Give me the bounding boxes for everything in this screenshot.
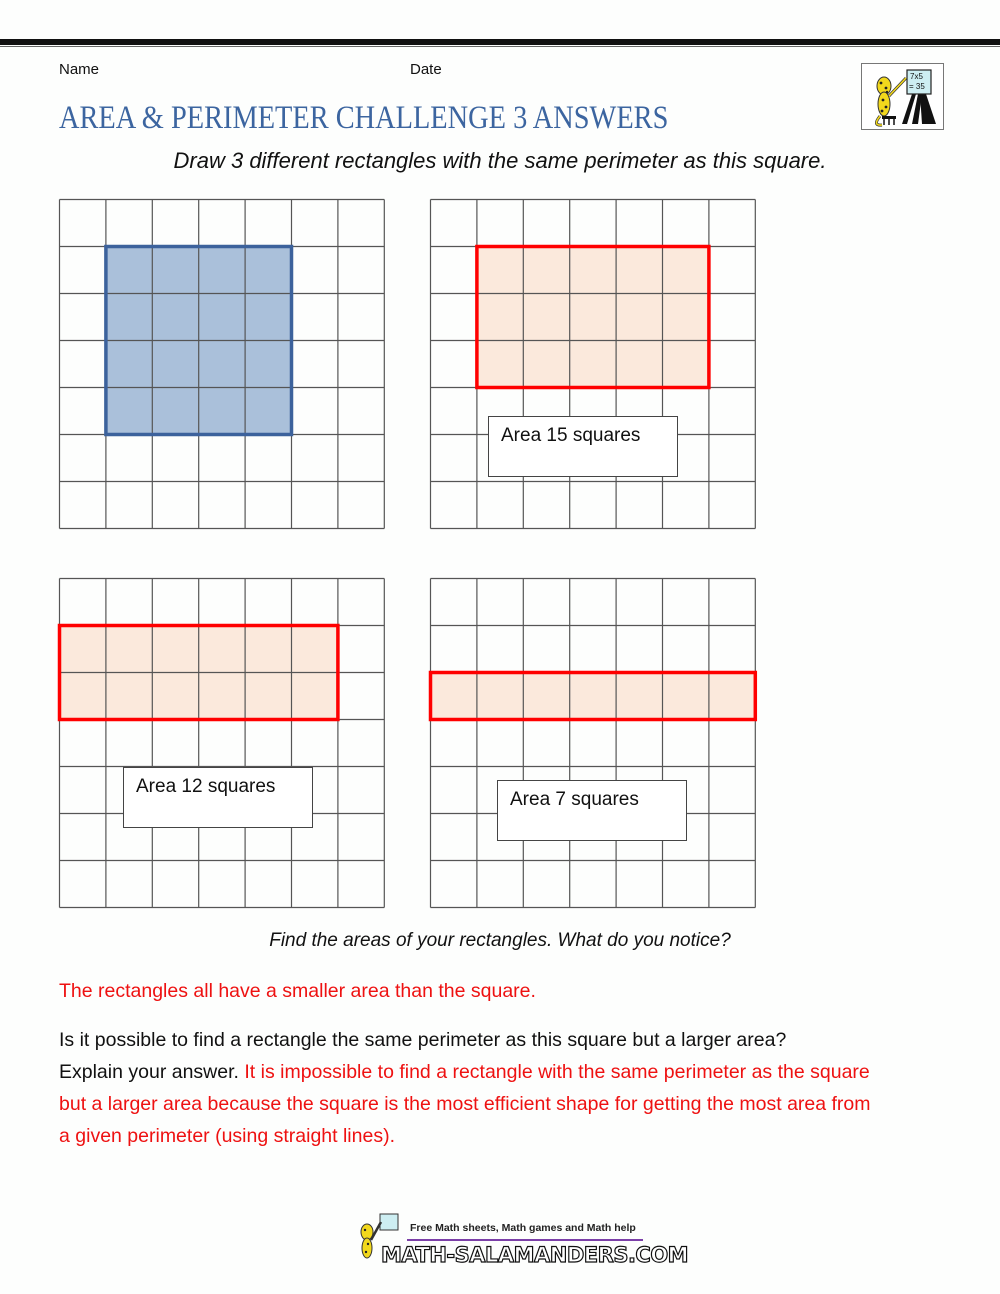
grid-svg xyxy=(59,578,386,909)
grid-rectangle-1 xyxy=(430,199,757,530)
date-label: Date xyxy=(410,61,442,78)
area-label-text: Area 12 squares xyxy=(136,776,276,797)
area-label-box-3 xyxy=(497,780,687,841)
rectangle-fill xyxy=(477,247,709,388)
grid-svg xyxy=(430,199,757,530)
area-label-text: Area 7 squares xyxy=(510,789,639,810)
answer-1: The rectangles all have a smaller area than the square. xyxy=(59,980,536,1002)
area-label-box-1 xyxy=(488,416,678,477)
question-2-line-1: Is it possible to find a rectangle the same perimeter as this square but a larger area? xyxy=(59,1029,787,1051)
grid-svg xyxy=(59,199,386,530)
footer-site: MATH-SALAMANDERS.COM xyxy=(381,1243,689,1267)
logo-board-line2: = 35 xyxy=(909,82,925,91)
answer-2-line-2: but a larger area because the square is the most efficient shape for getting the most area from xyxy=(59,1093,871,1115)
area-label-text: Area 15 squares xyxy=(501,425,641,446)
instruction-text: Draw 3 different rectangles with the same perimeter as this square. xyxy=(173,148,827,173)
logo-board-line1: 7x5 xyxy=(910,72,923,81)
answer-2-line-3: a given perimeter (using straight lines). xyxy=(59,1125,395,1147)
grid-square xyxy=(59,199,386,530)
question-text: Find the areas of your rectangles. What do you notice? xyxy=(269,930,731,951)
question-2-line-2 xyxy=(59,1056,870,1089)
footer-logo xyxy=(355,1212,689,1268)
question-2-prefix: Explain your answer. xyxy=(59,1061,245,1083)
page-title: AREA & PERIMETER CHALLENGE 3 ANSWERS xyxy=(59,100,669,136)
rectangle-fill xyxy=(431,673,756,720)
grid-rectangle-2 xyxy=(59,578,386,909)
grid-rectangle-3 xyxy=(430,578,757,909)
salamander-logo-icon xyxy=(861,63,944,130)
answer-2-line-1: It is impossible to find a rectangle with the same perimeter as the square xyxy=(244,1061,870,1083)
area-label-box-2 xyxy=(123,767,313,828)
grid-svg xyxy=(430,578,757,909)
header-rule-thin xyxy=(0,46,1000,47)
header-rule-thick xyxy=(0,39,1000,45)
footer-tagline: Free Math sheets, Math games and Math help xyxy=(410,1222,636,1234)
name-label: Name xyxy=(59,61,100,78)
